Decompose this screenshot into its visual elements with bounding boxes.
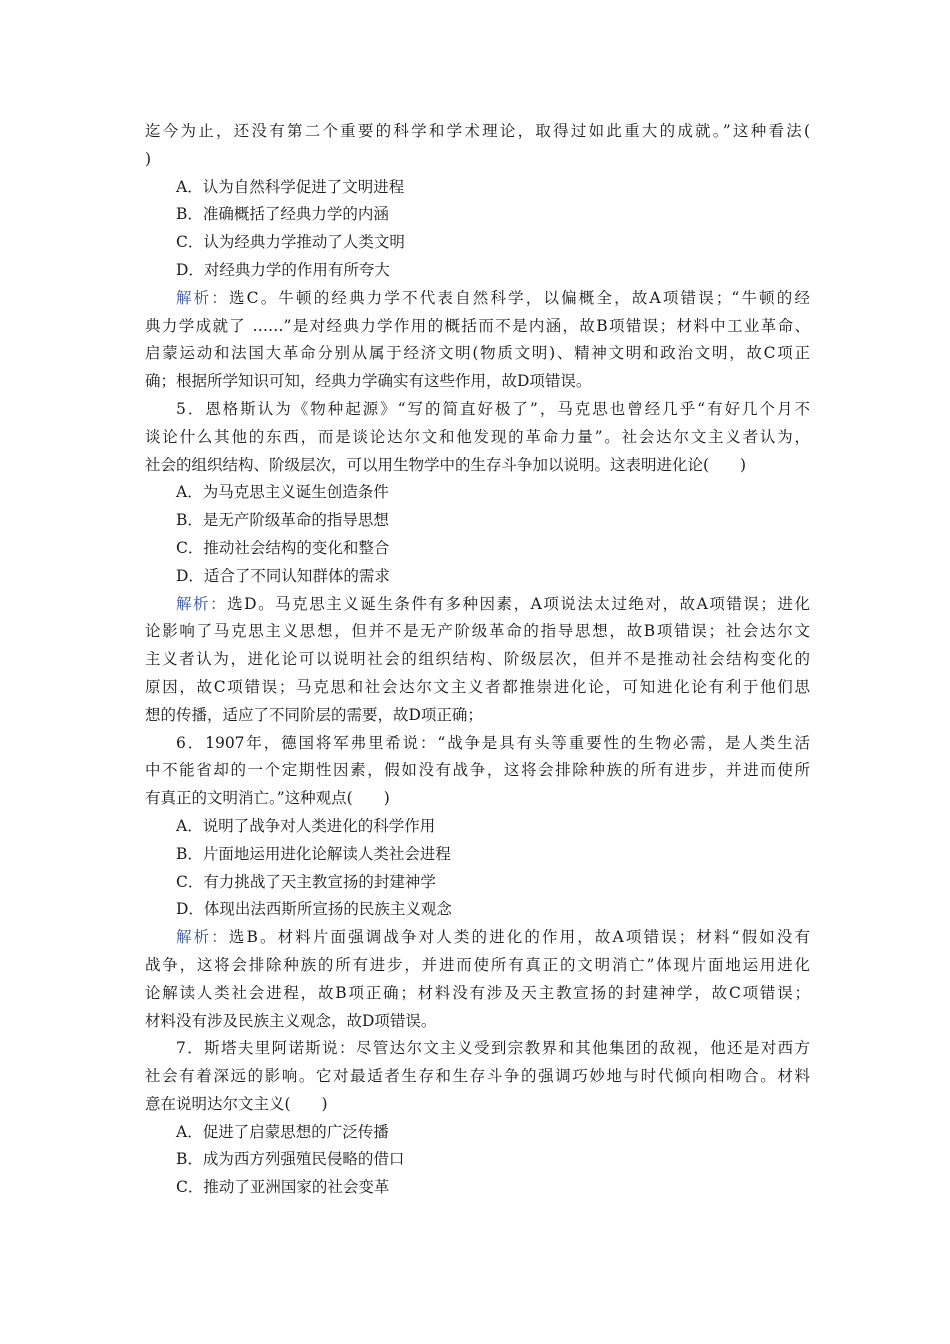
question-4-option-b[interactable]: B．准确概括了经典力学的内涵 [176, 205, 389, 224]
question-5-analysis-line: 论影响了马克思主义思想，但并不是无产阶级革命的指导思想，故B项错误；社会达尔文 [145, 622, 810, 641]
question-4-analysis-line: 启蒙运动和法国大革命分别从属于经济文明(物质文明)、精神文明和政治文明，故C项正 [145, 344, 810, 363]
question-6-stem-line: 6．1907年，德国将军弗里希说：“战争是具有头等重要性的生物必需，是人类生活 [176, 733, 810, 752]
analysis-text: 选B。材料片面强调战争对人类的进化的作用，故A项错误；材料“假如没有 [228, 928, 810, 947]
question-5-option-c[interactable]: C．推动社会结构的变化和整合 [176, 538, 390, 557]
question-7-option-c[interactable]: C．推动了亚洲国家的社会变革 [176, 1178, 390, 1197]
question-6-analysis-line [145, 924, 810, 952]
question-7-option-a[interactable]: A．促进了启蒙思想的广泛传播 [176, 1122, 389, 1141]
analysis-label: 解析： [176, 594, 228, 613]
question-5-option-a[interactable]: A．为马克思主义诞生创造条件 [176, 483, 389, 502]
analysis-label: 解析： [176, 928, 229, 947]
question-5-analysis-line: 原因，故C项错误；马克思和社会达尔文主义者都推崇进化论，可知进化论有利于他们思 [145, 677, 810, 696]
question-4-analysis-line: 确；根据所学知识可知，经典力学确实有这些作用，故D项错误。 [145, 372, 592, 391]
question-7-stem-line: 意在说明达尔文主义( ) [145, 1094, 328, 1113]
question-6-option-a[interactable]: A．说明了战争对人类进化的科学作用 [176, 816, 436, 835]
question-4-answer-bracket: ) [145, 149, 152, 168]
question-6-option-d[interactable]: D．体现出法西斯所宣扬的民族主义观念 [176, 900, 452, 919]
question-6-option-b[interactable]: B．片面地运用进化论解读人类社会进程 [176, 844, 451, 863]
question-4-option-d[interactable]: D．对经典力学的作用有所夸大 [176, 260, 390, 279]
question-4-analysis-line [145, 285, 810, 313]
question-6-option-c[interactable]: C．有力挑战了天主教宣扬的封建神学 [176, 872, 436, 891]
question-6-analysis-line: 战争，这将会排除种族的所有进步，并进而使所有真正的文明消亡”体现片面地运用进化 [145, 955, 810, 974]
question-4-option-a[interactable]: A．认为自然科学促进了文明进程 [176, 177, 405, 196]
question-5-stem-line: 5．恩格斯认为《物种起源》“写的简直好极了”，马克思也曾经几乎“有好几个月不 [176, 399, 810, 418]
question-5-stem-line: 谈论什么其他的东西，而是谈论达尔文和他发现的革命力量”。社会达尔文主义者认为， [145, 427, 810, 446]
question-5-stem-line: 社会的组织结构、阶级层次，可以用生物学中的生存斗争加以说明。这表明进化论( ) [145, 455, 747, 474]
document-body [145, 118, 810, 1202]
question-7-option-b[interactable]: B．成为西方列强殖民侵略的借口 [176, 1150, 405, 1169]
question-7-stem-line: 7．斯塔夫里阿诺斯说：尽管达尔文主义受到宗教界和其他集团的敌视，他还是对西方 [176, 1039, 810, 1058]
question-5-option-b[interactable]: B．是无产阶级革命的指导思想 [176, 511, 389, 530]
question-5-analysis-line [145, 591, 810, 619]
question-4-option-c[interactable]: C．认为经典力学推动了人类文明 [176, 233, 405, 252]
question-4-stem-line: 迄今为止，还没有第二个重要的科学和学术理论，取得过如此重大的成就。”这种看法( [145, 122, 810, 140]
question-5-analysis-line: 主义者认为，进化论可以说明社会的组织结构、阶级层次，但并不是推动社会结构变化的 [145, 650, 810, 669]
analysis-label: 解析： [176, 288, 230, 307]
analysis-text: 选D。马克思主义诞生条件有多种因素，A项说法太过绝对，故A项错误；进化 [227, 594, 810, 613]
question-5-analysis-line: 想的传播，适应了不同阶层的需要，故D项正确； [145, 705, 483, 724]
question-6-analysis-line: 材料没有涉及民族主义观念，故D项错误。 [145, 1011, 437, 1030]
question-5-option-d[interactable]: D．适合了不同认知群体的需求 [176, 566, 390, 585]
question-6-stem-line: 有真正的文明消亡。”这种观点( ) [145, 789, 390, 808]
analysis-text: 选C。牛顿的经典力学不代表自然科学，以偏概全，故A项错误；“牛顿的经 [229, 288, 810, 307]
question-4-analysis-line: 典力学成就了 ……”是对经典力学作用的概括而不是内涵，故B项错误；材料中工业革命、 [145, 316, 810, 335]
question-6-stem-line: 中不能省却的一个定期性因素，假如没有战争，这将会排除种族的所有进步，并进而使所 [145, 761, 810, 780]
question-7-stem-line: 社会有着深远的影响。它对最适者生存和生存斗争的强调巧妙地与时代倾向相吻合。材料 [145, 1067, 810, 1086]
question-6-analysis-line: 论解读人类社会进程，故B项正确；材料没有涉及天主教宣扬的封建神学，故C项错误； [145, 983, 810, 1002]
